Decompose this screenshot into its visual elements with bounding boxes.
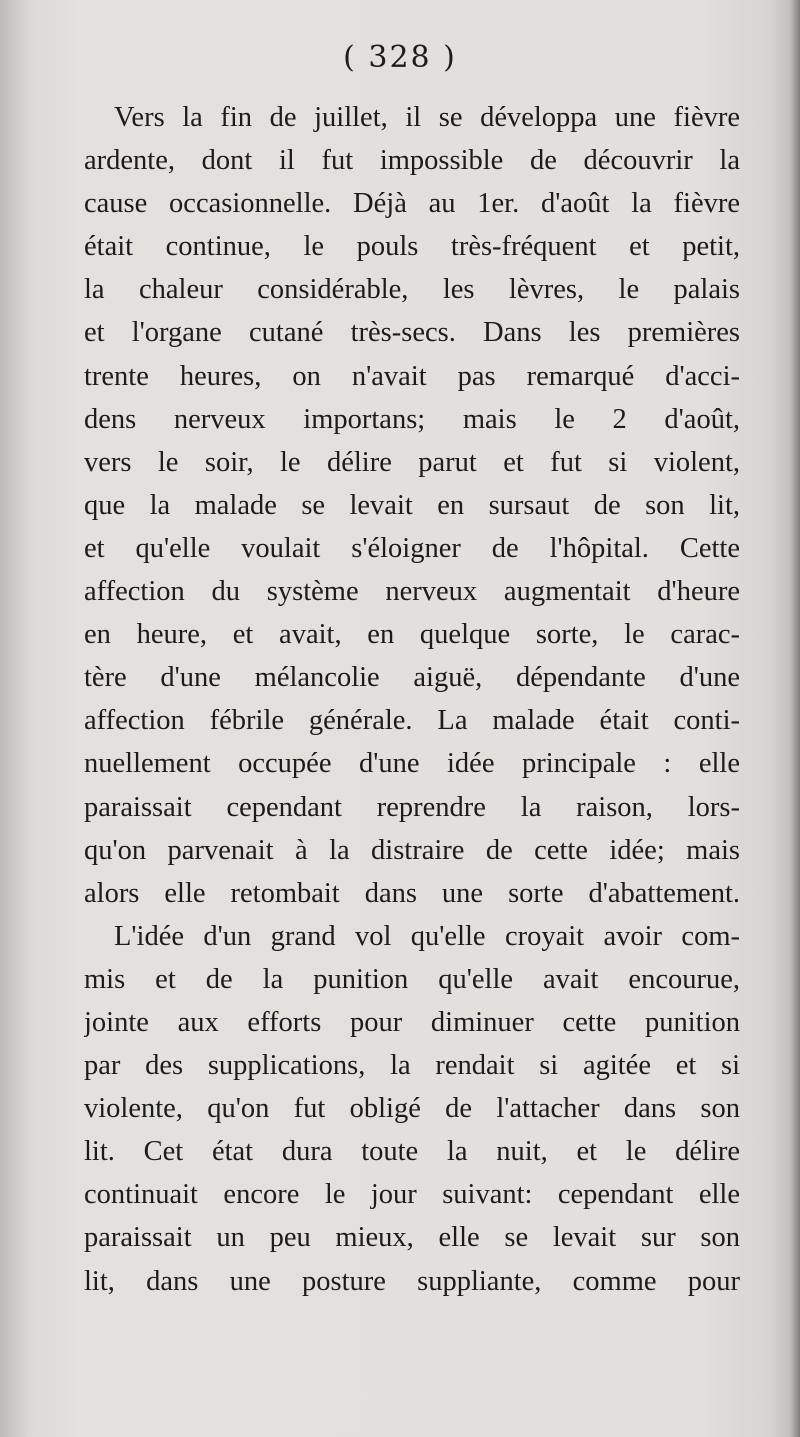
body-text xyxy=(84,96,740,1303)
text-line: la chaleur considérable, les lèvres, le palais xyxy=(84,274,740,306)
page-number: ( 328 ) xyxy=(343,40,457,75)
text-line: en heure, et avait, en quelque sorte, le carac- xyxy=(84,619,740,651)
text-line: jointe aux efforts pour diminuer cette punition xyxy=(84,1006,740,1038)
text-line: violente, qu'on fut obligé de l'attacher dans son xyxy=(84,1093,740,1125)
text-line: vers le soir, le délire parut et fut si violent, xyxy=(84,446,740,478)
text-line: mis et de la punition qu'elle avait encourue, xyxy=(84,963,740,995)
text-line: alors elle retombait dans une sorte d'abattement. xyxy=(84,877,740,909)
text-line: était continue, le pouls très-fréquent et petit, xyxy=(84,231,740,263)
text-line: nuellement occupée d'une idée principale : elle xyxy=(84,748,740,780)
text-line: trente heures, on n'avait pas remarqué d'acci- xyxy=(84,360,740,392)
text-line: affection du système nerveux augmentait d'heure xyxy=(84,576,740,608)
page-edge-shadow xyxy=(790,0,800,1437)
text-line: dens nerveux importans; mais le 2 d'août, xyxy=(84,403,740,435)
text-line: tère d'une mélancolie aiguë, dépendante d'une xyxy=(84,662,740,694)
text-line: et l'organe cutané très-secs. Dans les premières xyxy=(84,317,740,349)
text-line: affection fébrile générale. La malade était conti- xyxy=(84,705,740,737)
text-line: L'idée d'un grand vol qu'elle croyait avoir com- xyxy=(114,920,740,952)
text-line: lit, dans une posture suppliante, comme pour xyxy=(84,1265,740,1297)
text-line: par des supplications, la rendait si agitée et si xyxy=(84,1050,740,1082)
text-line: Vers la fin de juillet, il se développa une fièvre xyxy=(114,102,740,133)
text-line: cause occasionnelle. Déjà au 1er. d'août la fièvre xyxy=(84,188,740,220)
text-line: lit. Cet état dura toute la nuit, et le délire xyxy=(84,1136,740,1168)
text-line: ardente, dont il fut impossible de découvrir la xyxy=(84,145,740,177)
text-line: et qu'elle voulait s'éloigner de l'hôpital. Cette xyxy=(84,532,740,564)
text-line: paraissait un peu mieux, elle se levait sur son xyxy=(84,1222,740,1254)
text-line: paraissait cependant reprendre la raison, lors- xyxy=(84,791,740,823)
text-line: qu'on parvenait à la distraire de cette idée; mais xyxy=(84,834,740,866)
text-line: que la malade se levait en sursaut de son lit, xyxy=(84,489,740,521)
text-line: continuait encore le jour suivant: cependant elle xyxy=(84,1179,740,1211)
